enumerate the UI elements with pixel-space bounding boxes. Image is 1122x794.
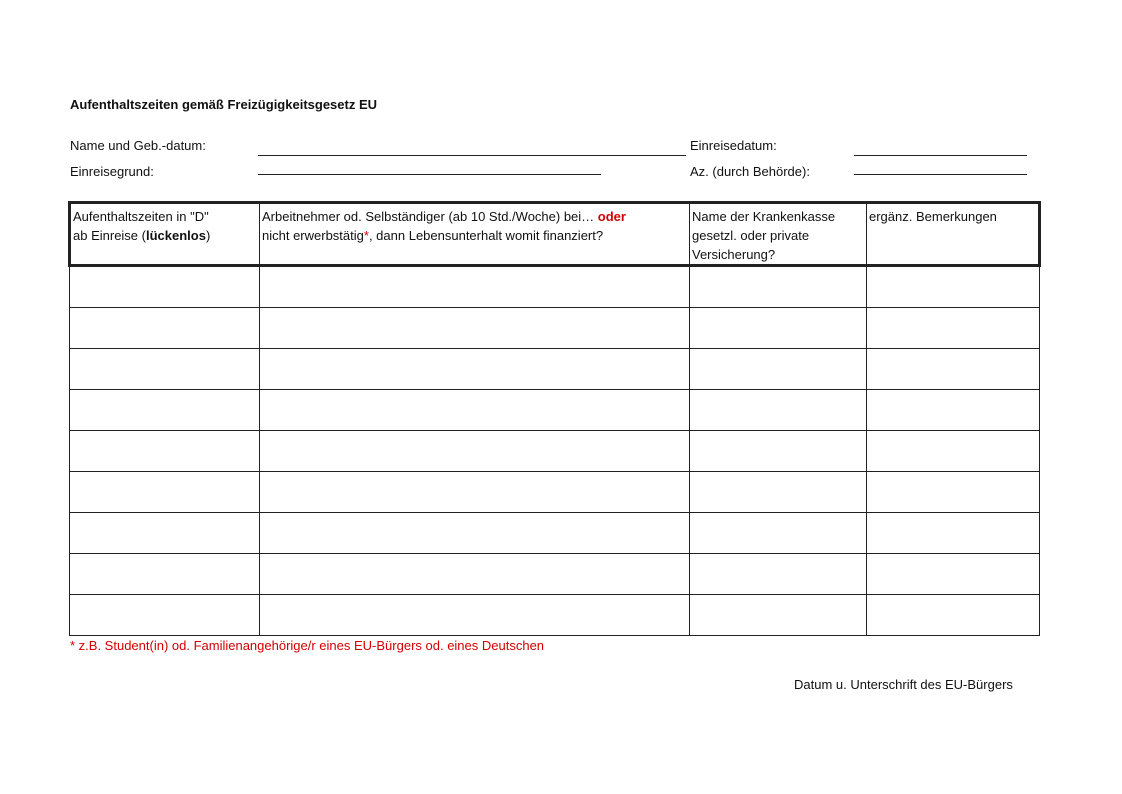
signature-label: Datum u. Unterschrift des EU-Bürgers [794, 677, 1013, 692]
cell-insurance[interactable] [690, 513, 867, 554]
header-residence-periods: Aufenthaltszeiten in "D" ab Einreise (lückenlos) [70, 203, 260, 266]
file-number-label: Az. (durch Behörde): [690, 164, 810, 179]
cell-period[interactable] [70, 431, 260, 472]
cell-remarks[interactable] [867, 266, 1040, 308]
cell-insurance[interactable] [690, 390, 867, 431]
table-header-row [70, 203, 1040, 266]
table-row [70, 431, 1040, 472]
table-row [70, 513, 1040, 554]
cell-period[interactable] [70, 472, 260, 513]
cell-period[interactable] [70, 554, 260, 595]
entry-date-label: Einreisedatum: [690, 138, 777, 153]
cell-insurance[interactable] [690, 349, 867, 390]
cell-remarks[interactable] [867, 390, 1040, 431]
cell-period[interactable] [70, 595, 260, 636]
entry-reason-line[interactable] [258, 174, 601, 175]
cell-remarks[interactable] [867, 349, 1040, 390]
header-employment-status: Arbeitnehmer od. Selbständiger (ab 10 Std./Woche) bei… oder nicht erwerbstätig*, dann Lebensunterhalt womit finanziert? [260, 203, 690, 266]
cell-employment[interactable] [260, 472, 690, 513]
cell-employment[interactable] [260, 554, 690, 595]
cell-employment[interactable] [260, 595, 690, 636]
cell-period[interactable] [70, 513, 260, 554]
cell-employment[interactable] [260, 513, 690, 554]
cell-remarks[interactable] [867, 308, 1040, 349]
name-birthdate-label: Name und Geb.-datum: [70, 138, 206, 153]
table-row [70, 266, 1040, 308]
entry-date-line[interactable] [854, 155, 1027, 156]
form-title: Aufenthaltszeiten gemäß Freizügigkeitsgesetz EU [70, 97, 378, 112]
cell-remarks[interactable] [867, 513, 1040, 554]
cell-remarks[interactable] [867, 472, 1040, 513]
cell-employment[interactable] [260, 349, 690, 390]
footnote: * z.B. Student(in) od. Familienangehörige/r eines EU-Bürgers od. eines Deutschen [70, 638, 545, 653]
cell-insurance[interactable] [690, 472, 867, 513]
cell-employment[interactable] [260, 431, 690, 472]
cell-insurance[interactable] [690, 595, 867, 636]
cell-period[interactable] [70, 349, 260, 390]
table-row [70, 390, 1040, 431]
oder-emphasis: oder [597, 209, 626, 224]
header-health-insurance: Name der Krankenkasse gesetzl. oder private Versicherung? [690, 203, 867, 266]
cell-remarks[interactable] [867, 431, 1040, 472]
header-remarks: ergänz. Bemerkungen [867, 203, 1040, 266]
cell-employment[interactable] [260, 308, 690, 349]
cell-insurance[interactable] [690, 431, 867, 472]
footnote-star: * [363, 228, 369, 243]
cell-employment[interactable] [260, 266, 690, 308]
residence-periods-table [68, 201, 1041, 636]
name-birthdate-line[interactable] [258, 155, 686, 156]
cell-period[interactable] [70, 266, 260, 308]
cell-remarks[interactable] [867, 554, 1040, 595]
file-number-line[interactable] [854, 174, 1027, 175]
table-row [70, 595, 1040, 636]
cell-insurance[interactable] [690, 308, 867, 349]
table-row [70, 349, 1040, 390]
table-row [70, 554, 1040, 595]
table-row [70, 472, 1040, 513]
cell-remarks[interactable] [867, 595, 1040, 636]
cell-employment[interactable] [260, 390, 690, 431]
table-row [70, 308, 1040, 349]
entry-reason-label: Einreisegrund: [70, 164, 154, 179]
cell-insurance[interactable] [690, 266, 867, 308]
cell-period[interactable] [70, 308, 260, 349]
cell-insurance[interactable] [690, 554, 867, 595]
cell-period[interactable] [70, 390, 260, 431]
